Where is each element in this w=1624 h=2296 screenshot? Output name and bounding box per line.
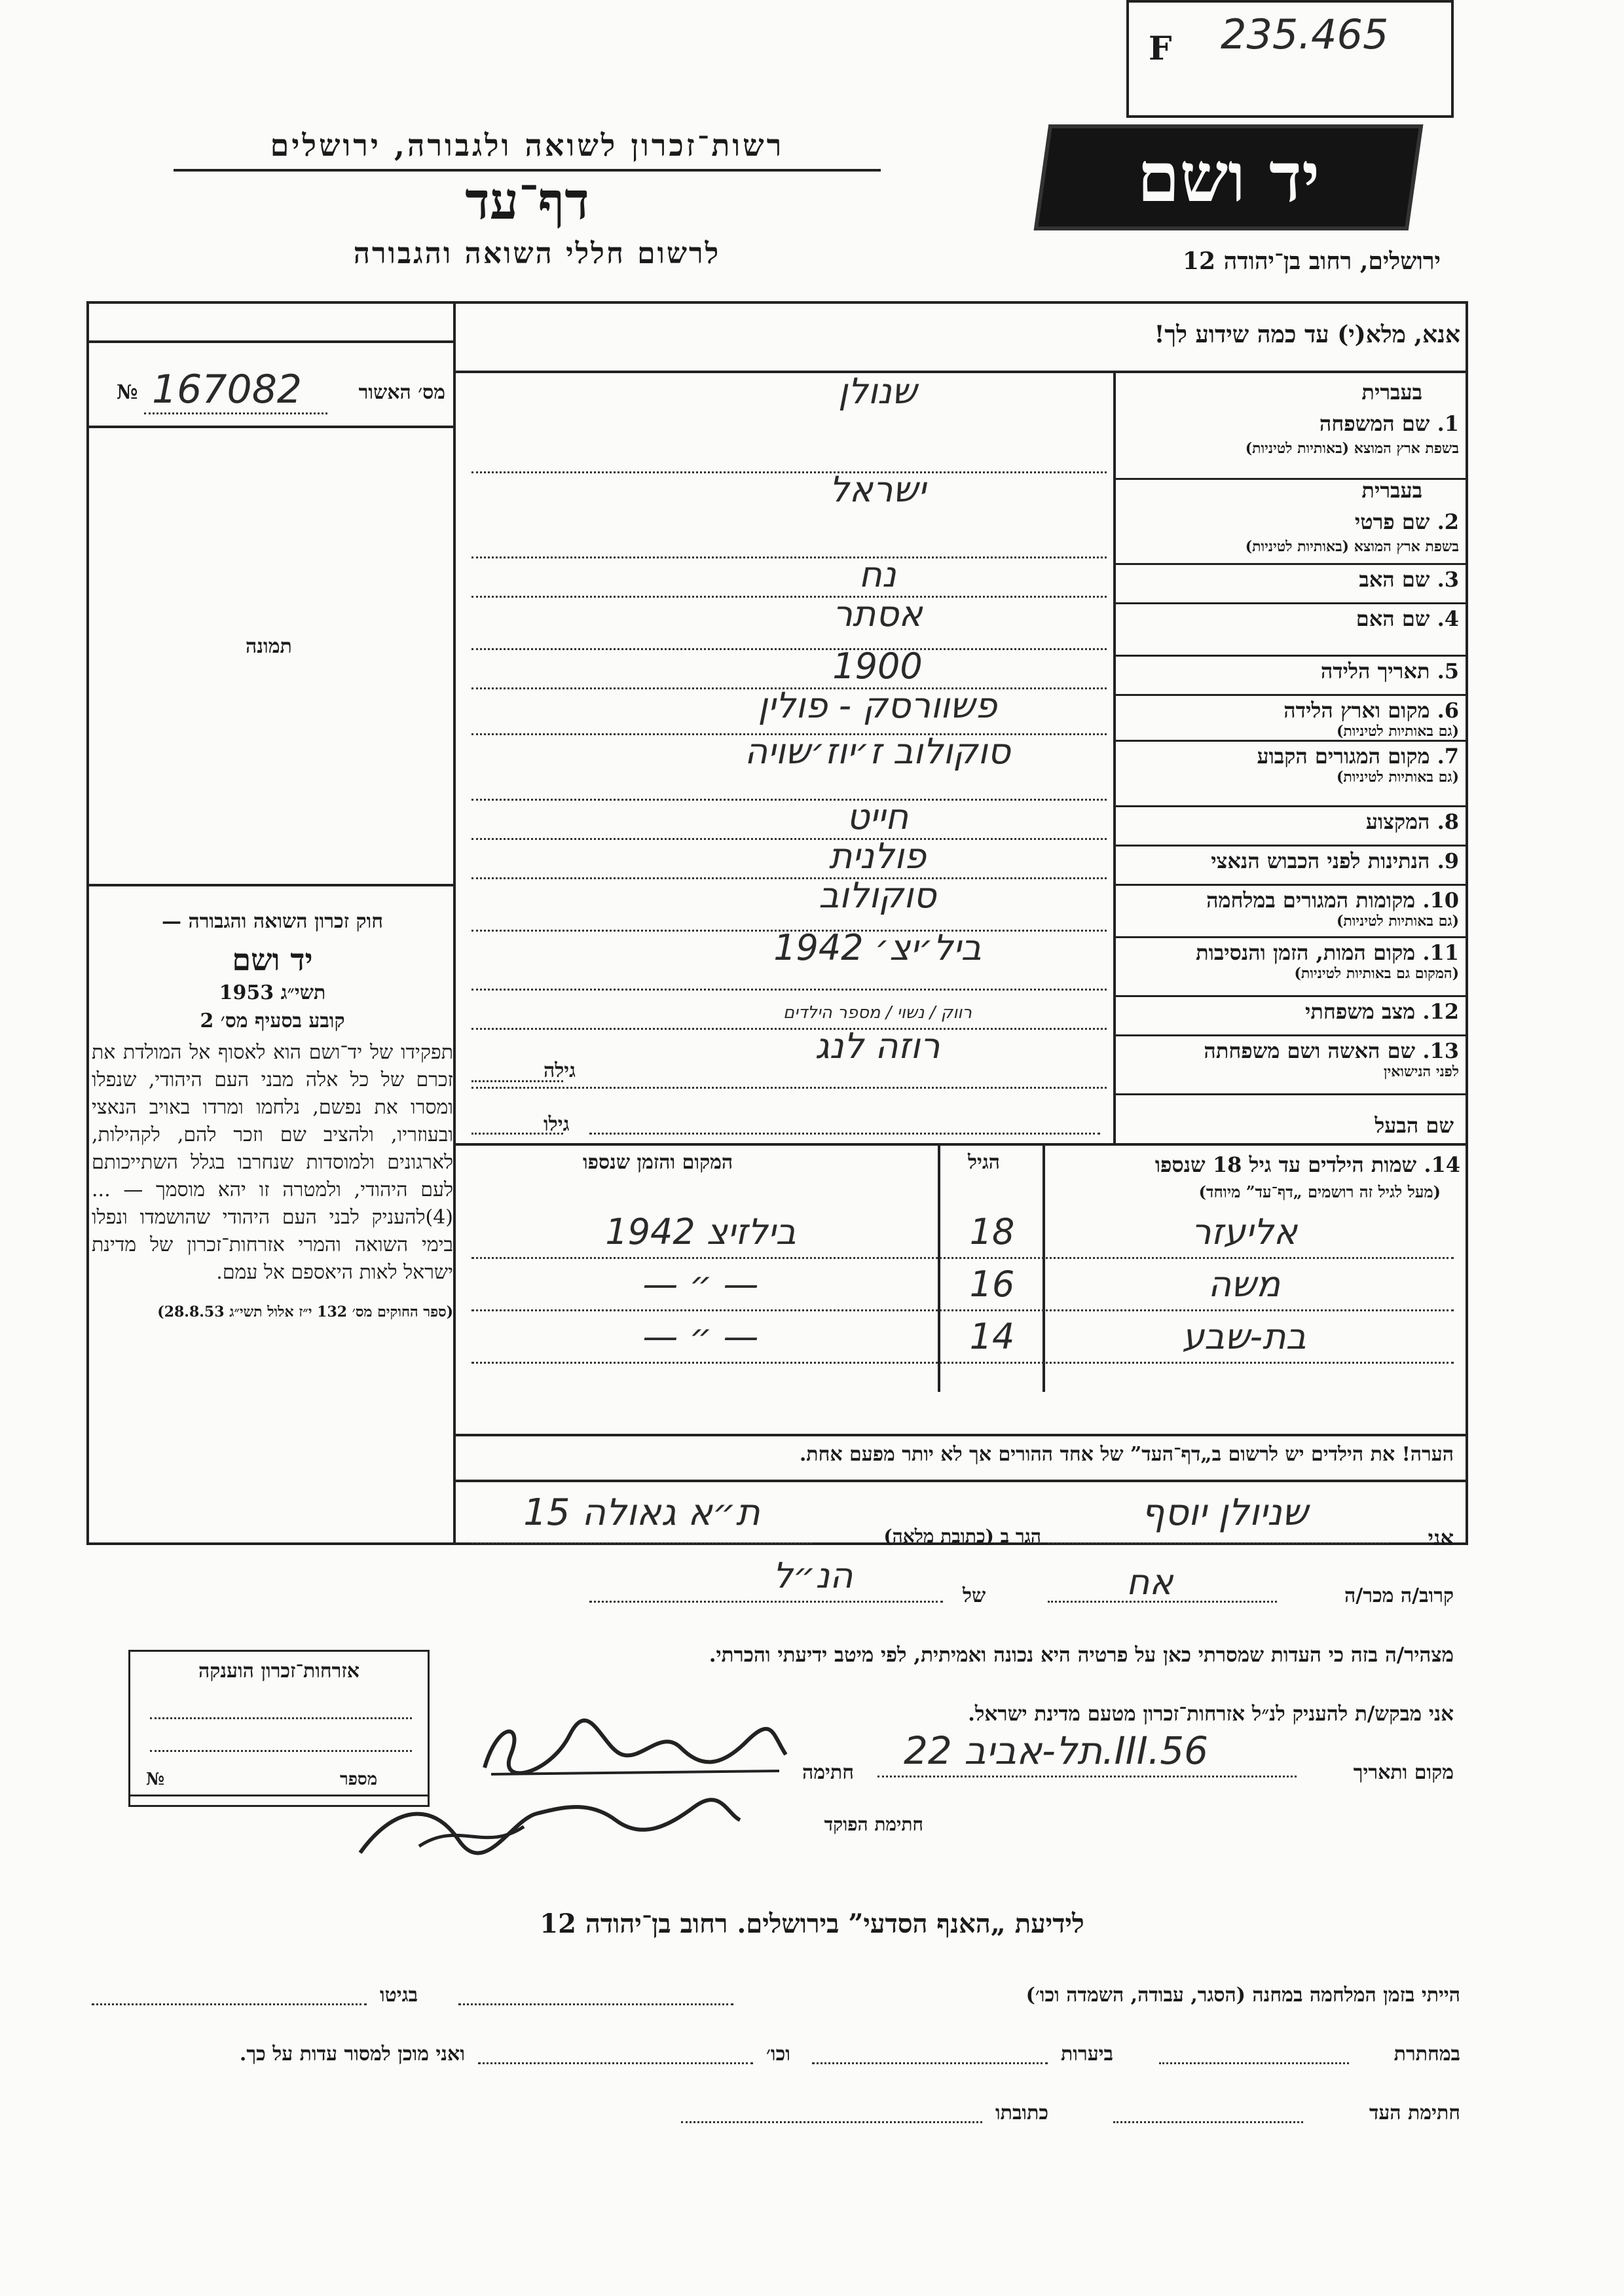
field-value-6: פשוורסק - פולין bbox=[758, 685, 997, 726]
request-text: אני מבקש/ת להעניק לנ״ל אזרחות־זכרון מטעם מדינת ישראל. bbox=[968, 1702, 1454, 1726]
field-label-12: 12. מצב משפחתי bbox=[1305, 999, 1459, 1024]
field-value-4: אסתר bbox=[832, 593, 923, 634]
field-sub-7: (גם באותיות לטיניות) bbox=[1336, 769, 1459, 786]
law-clause: קובע בסעיף מס׳ 2 bbox=[200, 1010, 345, 1032]
archive-stamp-number: 235.465 bbox=[1221, 10, 1389, 58]
child-place-2: — ״ — bbox=[642, 1264, 759, 1305]
field-value-11: ביל׳יצ׳ 1942 bbox=[773, 927, 982, 968]
field-value-12: רווק / נשוי / מספר הילדים bbox=[783, 1003, 972, 1023]
field-value-8: חייט bbox=[846, 796, 909, 837]
affirm-text: מצהיר/ה בזה כי העדות שמסרתי כאן על פרטיה היא נכונה ואמיתית, לפי מיטב ידיעתי והכרתי. bbox=[709, 1643, 1454, 1667]
field-label-5: 5. תאריך הלידה bbox=[1320, 659, 1459, 683]
field-rule-8 bbox=[1116, 845, 1466, 847]
archive-stamp-letter: F bbox=[1149, 29, 1172, 67]
field-rule-10 bbox=[1116, 936, 1466, 938]
registry-prefix: № bbox=[117, 381, 138, 404]
field-label-8: 8. המקצוע bbox=[1365, 809, 1459, 834]
child-name-2: משה bbox=[1208, 1264, 1281, 1305]
ghetto-label: בגיטו bbox=[380, 1984, 418, 2007]
bottom-forests: ביערות bbox=[1061, 2043, 1114, 2066]
field-rule-11 bbox=[1116, 995, 1466, 997]
field-label-4: 4. שם האם bbox=[1356, 606, 1459, 631]
field-rule-2 bbox=[1116, 563, 1466, 565]
citizenship-number-label: מספר bbox=[340, 1770, 378, 1789]
child-age-3: 14 bbox=[969, 1316, 1015, 1357]
law-body: תפקידו של יד־ושם הוא לאסוף אל המולדת את זכרם של כל אלה מבני העם היהודי, שנפלו ומסרו את נפשם, נלחמו ומרדו באויב הנאצי ובעוזריו, ולהציב שם וזכר להם, לקהילות, לארגונים ולמוסדות שנחרבו בגלל השתייכותם לעם היהודי, ולמטרה זו יהא מוסמך — ...(4)להעניק לבני העם היהודי שהושמדו ונפלו בימי השואה והמרי אזרחות־זכרון של מדינת ישראל לאות היאספם אל עמם. bbox=[92, 1041, 453, 1284]
field-rule-9 bbox=[1116, 884, 1466, 886]
field-value-1: שנולן bbox=[838, 371, 917, 412]
form-subtitle: לרשום חללי השואה והגבורה bbox=[353, 237, 721, 270]
declarant-signature bbox=[471, 1709, 792, 1787]
field-label-1: 1. שם המשפחה bbox=[1319, 411, 1459, 436]
child-age-1: 18 bbox=[969, 1211, 1015, 1252]
registry-number: 167082 bbox=[152, 367, 303, 412]
bottom-willing: ואני מוכן למסור עדות על כך. bbox=[239, 2043, 465, 2066]
child-place-3: — ״ — bbox=[642, 1316, 759, 1357]
logo-text: יד ושם bbox=[1137, 137, 1320, 217]
signature-label: חתימה bbox=[802, 1761, 854, 1784]
yad-vashem-logo bbox=[1034, 124, 1424, 230]
relation-value: אח bbox=[1126, 1561, 1173, 1603]
law-title: חוק זכרון השואה והגבורה — bbox=[162, 910, 383, 933]
field-label-11: 11. מקום המות, הזמן והנסיבות bbox=[1196, 940, 1459, 965]
declarant-name: שניולן יוסף bbox=[1141, 1491, 1308, 1534]
age-column-header: הגיל bbox=[968, 1151, 1001, 1174]
archive-stamp bbox=[1126, 0, 1454, 118]
field-value-7: סוקולוב ז׳יוז׳שויה bbox=[745, 731, 1010, 772]
field-label-2: 2. שם פרטי bbox=[1354, 509, 1459, 534]
declarant-address: ת״א גאולה 15 bbox=[523, 1491, 760, 1534]
husband-age-label: גילו bbox=[544, 1113, 570, 1136]
field-value-9: פולנית bbox=[828, 835, 927, 877]
place-date-value: תל-אביב 22.III.56 bbox=[904, 1728, 1209, 1773]
witness-address-label: כתובתו bbox=[995, 2102, 1049, 2124]
field-sub-11: (המקום גם באותיות לטיניות) bbox=[1294, 965, 1459, 982]
registry-label: מס׳ האשור bbox=[358, 381, 445, 404]
law-name: יד ושם bbox=[232, 942, 313, 977]
field-rule-3 bbox=[1116, 602, 1466, 604]
field-value-5: 1900 bbox=[832, 646, 923, 687]
law-box bbox=[92, 910, 453, 1321]
note: הערה! את הילדים יש לרשום ב„דף־העד” של אחד ההורים אך לא יותר מפעם אחת. bbox=[799, 1443, 1454, 1466]
field-lang-tag-2: בעברית bbox=[1361, 478, 1422, 503]
field-label-13: 13. שם האשה ושם משפחתה bbox=[1204, 1038, 1459, 1063]
field-rule-6 bbox=[1116, 740, 1466, 742]
photo-label: תמונה bbox=[246, 635, 292, 658]
field-value-3: נח bbox=[858, 554, 896, 595]
field-label-9: 9. הנתינות לפני הכבוש הנאצי bbox=[1211, 848, 1459, 873]
field-rule-4 bbox=[1116, 655, 1466, 657]
form-title: דף־עד bbox=[465, 172, 589, 231]
field-rule-7 bbox=[1116, 805, 1466, 807]
resides-label: הגר ב (כתובת מלאה) bbox=[883, 1525, 1041, 1547]
field-label-6: 6. מקום וארץ הלידה bbox=[1283, 698, 1459, 723]
bottom-underground: במחתרת bbox=[1393, 2043, 1460, 2066]
declaration-ani: אני bbox=[1428, 1525, 1454, 1550]
field-rule-5 bbox=[1116, 694, 1466, 696]
field-label-10: 10. מקומות המגורים במלחמה bbox=[1206, 888, 1459, 913]
children-header-sub: (מעל לגיל זה רושמים „דף־עד” מיוחד) bbox=[1198, 1182, 1441, 1201]
field-line-11 bbox=[471, 989, 1107, 991]
bottom-etc: וכו׳ bbox=[766, 2043, 790, 2066]
children-header-num: 14. bbox=[1424, 1152, 1460, 1177]
field-sub-2: בשפת ארץ המוצא (באותיות לטיניות) bbox=[1245, 538, 1459, 555]
field-lang-tag-1: בעברית bbox=[1361, 380, 1422, 405]
field-sub-13: לפני הנישואין bbox=[1383, 1063, 1459, 1080]
relative-label: קרוב/ה מכר/ה bbox=[1344, 1584, 1454, 1607]
child-line-2 bbox=[471, 1309, 1454, 1311]
child-name-1: אליעזר bbox=[1191, 1211, 1297, 1252]
field-value-2: ישראל bbox=[829, 469, 926, 510]
husband-name-label: שם הבעל bbox=[1375, 1113, 1454, 1138]
field-rule-12 bbox=[1116, 1034, 1466, 1036]
law-year: תשי״ג 1953 bbox=[219, 981, 326, 1004]
field-value-13: רוזה לנג bbox=[815, 1025, 940, 1066]
field-line-13 bbox=[471, 1087, 1107, 1089]
child-place-1: בילזיצ 1942 bbox=[605, 1211, 796, 1252]
field-sub-1: בשפת ארץ המוצא (באותיות לטיניות) bbox=[1245, 440, 1459, 457]
header-address: ירושלים, רחוב בן־יהודה 12 bbox=[1182, 247, 1441, 275]
child-age-2: 16 bbox=[969, 1264, 1015, 1305]
child-line-1 bbox=[471, 1257, 1454, 1259]
law-source: (ספר החוקים מס׳ 132 י״ז אלול תשי״ג 28.8.53) bbox=[157, 1303, 453, 1321]
of-value: הנ״ל bbox=[773, 1555, 853, 1596]
children-header bbox=[1048, 1152, 1460, 1177]
citizenship-box bbox=[128, 1650, 430, 1807]
field-sub-6: (גם באותיות לטיניות) bbox=[1336, 723, 1459, 740]
citizenship-title: אזרחות־זכרון הוענקה bbox=[198, 1660, 360, 1683]
instructions: אנא, מלא(י) עד כמה שידוע לך! bbox=[1154, 321, 1460, 348]
of-label: של bbox=[963, 1584, 986, 1607]
field-sub-10: (גם באותיות לטיניות) bbox=[1336, 913, 1459, 930]
field-label-3: 3. שם האב bbox=[1359, 567, 1459, 592]
place-column-header: המקום והזמן שנספו bbox=[583, 1151, 733, 1174]
child-line-3 bbox=[471, 1362, 1454, 1364]
bottom-line1: הייתי בזמן המלחמה במחנה (הסגר, עבודה, השמדה וכו׳) bbox=[1025, 1984, 1460, 2007]
authority-line: רשות־זכרון לשואה ולגבורה, ירושלים bbox=[270, 128, 784, 163]
wife-age-label: גילה bbox=[544, 1059, 576, 1082]
child-name-3: בת-שבע bbox=[1182, 1316, 1306, 1357]
officer-label: חתימת הפוקד bbox=[824, 1813, 923, 1835]
witness-sig-label: חתימת העד bbox=[1369, 2102, 1460, 2124]
children-header-text: שמות הילדים עד גיל 18 שנספו bbox=[1154, 1152, 1417, 1177]
citizenship-no: № bbox=[146, 1770, 165, 1789]
field-value-10: סוקולוב bbox=[819, 875, 936, 916]
field-rule-13 bbox=[1116, 1093, 1466, 1095]
bottom-title: לידיעת „האנף הסדעי” בירושלים. רחוב בן־יהודה 12 bbox=[540, 1908, 1084, 1939]
field-label-7: 7. מקום המגורים הקבוע bbox=[1257, 744, 1459, 769]
place-date-label: מקום ותאריך bbox=[1353, 1761, 1454, 1784]
